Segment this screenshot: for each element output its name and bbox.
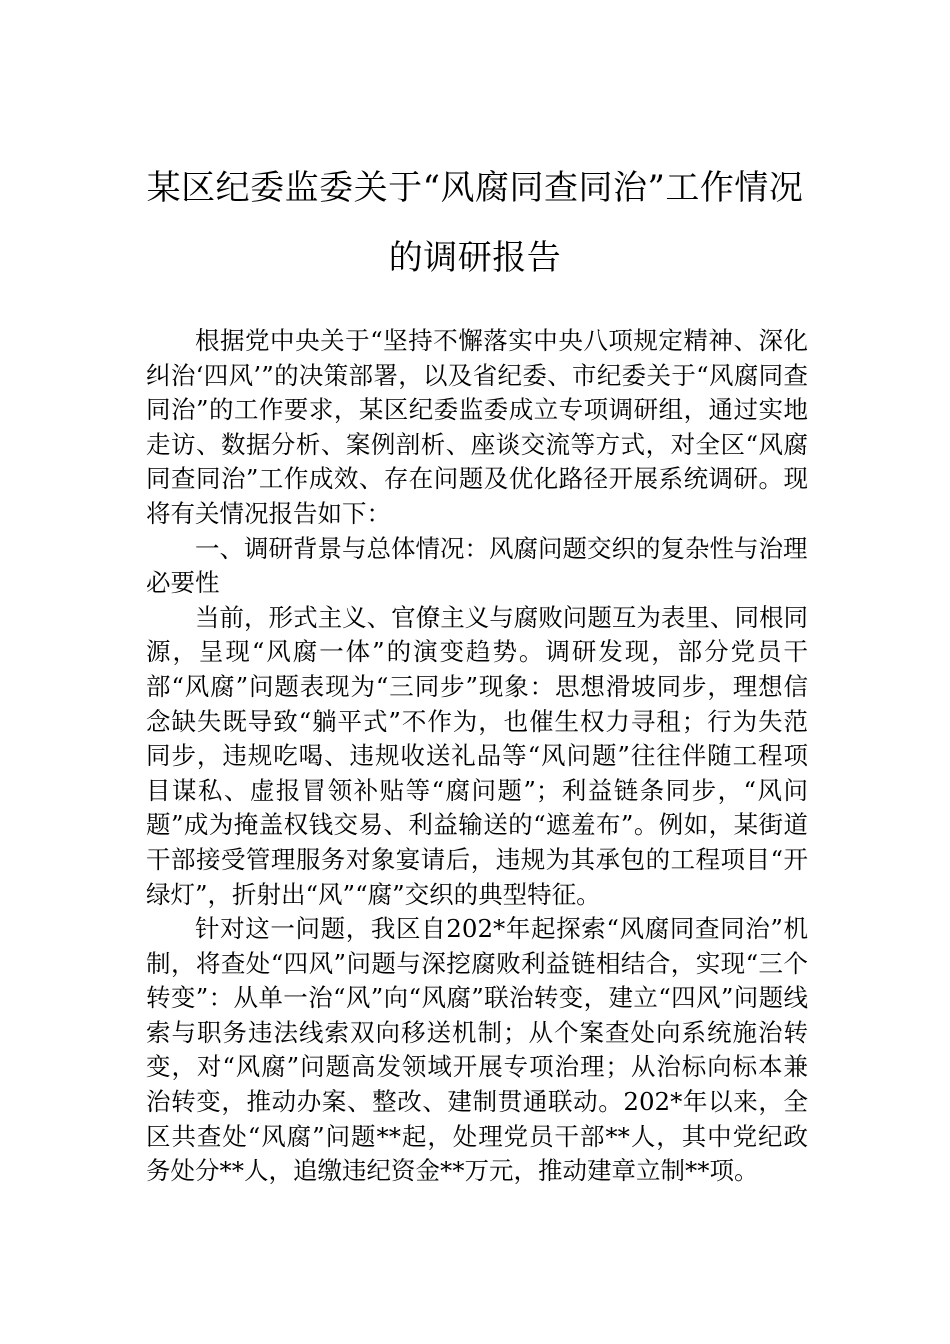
document-title-line-1: 某区纪委监委关于“风腐同查同治”工作情况: [146, 168, 804, 208]
body-paragraph-measures: 针对这一问题，我区自202*年起探索“风腐同查同治”机制，将查处“四风”问题与深挖腐败利益链相结合，实现“三个转变”：从单一治“风”向“风腐”联治转变，建立“四风”问题线索与职务违法线索双向移送机制；从个案查处向系统施治转变，对“风腐”问题高发领域开展专项治理；从治标向标本兼治转变，推动办案、整改、建制贯通联动。202*年以来，全区共查处“风腐”问题**起，处理党员干部**人，其中党纪政务处分**人，追缴违纪资金**万元，推动建章立制**项。: [146, 914, 808, 1186]
document-title-line-2: 的调研报告: [388, 238, 562, 278]
document-body: [146, 324, 808, 1189]
body-paragraph-background: 当前，形式主义、官僚主义与腐败问题互为表里、同根同源，呈现“风腐一体”的演变趋势。调研发现，部分党员干部“风腐”问题表现为“三同步”现象：思想滑坡同步，理想信念缺失既导致“躺平式”不作为，也催生权力寻租；行为失范同步，违规吃喝、违规收送礼品等“风问题”往往伴随工程项目谋私、虚报冒领补贴等“腐问题”；利益链条同步，“风问题”成为掩盖权钱交易、利益输送的“遮羞布”。例如，某街道干部接受管理服务对象宴请后，违规为其承包的工程项目“开绿灯”，折射出“风”“腐”交织的典型特征。: [146, 602, 808, 909]
section-heading-1: 一、调研背景与总体情况：风腐问题交织的复杂性与治理必要性: [146, 533, 808, 598]
intro-paragraph: 根据党中央关于“坚持不懈落实中央八项规定精神、深化纠治‘四风’”的决策部署，以及省纪委、市纪委关于“风腐同查同治”的工作要求，某区纪委监委成立专项调研组，通过实地走访、数据分析、案例剖析、座谈交流等方式，对全区“风腐同查同治”工作成效、存在问题及优化路径开展系统调研。现将有关情况报告如下：: [146, 326, 808, 528]
